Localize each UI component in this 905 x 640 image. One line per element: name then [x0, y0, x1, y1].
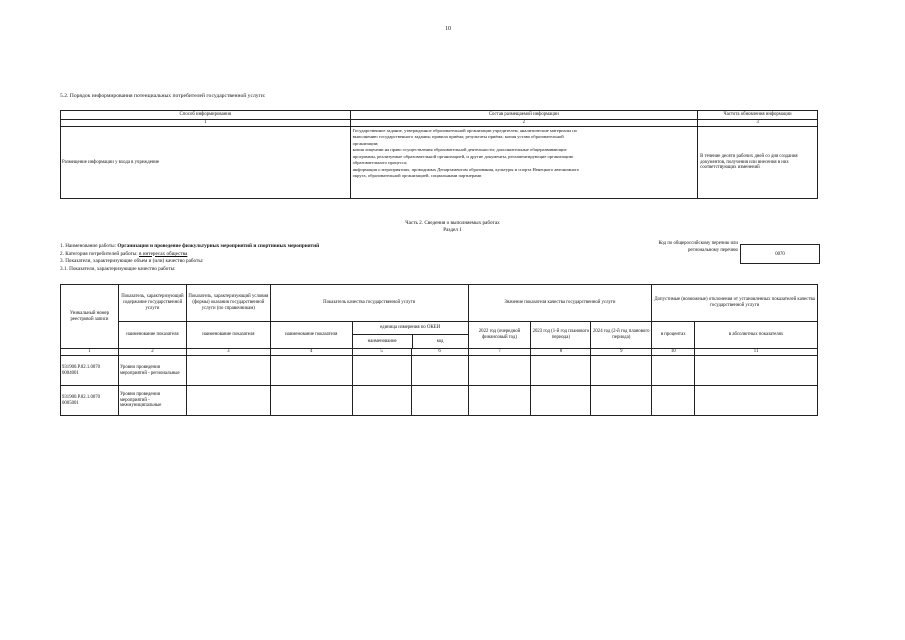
header-year-2023: 2023 год (1-й год планового периода)	[531, 322, 591, 349]
empty-cell	[468, 386, 531, 416]
header-unit-group	[352, 322, 468, 349]
col-number: 8	[531, 349, 591, 356]
code-label: Код по общероссийскому перечню или региональному перечню	[658, 241, 738, 253]
header-value: Значение показателя качества государственной услуги	[468, 285, 652, 322]
empty-cell	[531, 386, 591, 416]
row-code: 931900.Р.82.1.0070 0004001	[61, 356, 119, 386]
empty-cell	[695, 356, 818, 386]
col-number: 4	[270, 349, 352, 356]
table-row	[61, 386, 818, 416]
info-method-cell: Размещение информации у входа в учреждение	[61, 127, 351, 199]
empty-cell	[186, 356, 270, 386]
work-description	[60, 243, 319, 273]
header-unit-name: наименование	[353, 335, 413, 348]
info-header-content: Состав размещаемой информации	[350, 111, 698, 120]
indicators-line: 3. Показатели, характеризующие объем и (или) качество работы:	[60, 258, 204, 265]
empty-cell	[652, 356, 695, 386]
content-line: Государственное задание, утвержденное образовательной организации учредителем, аналитические материалы по	[352, 128, 577, 133]
header-indicator-name: наименование показателя	[118, 322, 186, 349]
empty-cell	[591, 356, 652, 386]
content-line: округа, образовательной организацией, социальными партнерами	[352, 172, 482, 178]
empty-cell	[270, 386, 352, 416]
info-col-number: 3	[698, 120, 818, 127]
code-box	[740, 244, 820, 264]
row-content: Уровни проведения мероприятий - межмуниципальные	[118, 386, 186, 416]
empty-cell	[352, 356, 411, 386]
header-absolute: в абсолютных показателях	[695, 322, 818, 349]
code-value: 0070	[775, 251, 785, 257]
content-line: копия лицензии на право осуществления образовательной деятельности; дополнительные общеразвивающие	[352, 147, 567, 153]
section-title: Раздел 1	[443, 227, 462, 233]
empty-cell	[468, 356, 531, 386]
work-name-line	[60, 243, 319, 251]
col-number: 3	[186, 349, 270, 356]
empty-cell	[270, 356, 352, 386]
header-deviation: Допустимые (возможные) отклонения от установленных показателей качества государственной услуги	[652, 285, 818, 322]
header-year-2024: 2024 год (2-й год планового периода)	[591, 322, 652, 349]
empty-cell	[652, 386, 695, 416]
header-unit: единица измерения по ОКЕИ	[353, 322, 468, 335]
header-quality: Показатель качества государственной услуги	[270, 285, 468, 322]
page-number: 10	[445, 26, 451, 32]
info-col-number: 1	[61, 120, 351, 127]
consumer-category-value: в интересах общества	[139, 250, 188, 257]
table-row	[61, 356, 818, 386]
header-indicator-name: наименование показателя	[270, 322, 352, 349]
header-year-2022: 2022 год (очередной финансовый год)	[468, 322, 531, 349]
header-unique-number: Уникальный номер реестровой записи	[61, 285, 119, 349]
info-header-frequency: Частота обновления информации	[698, 111, 818, 120]
col-number: 1	[61, 349, 119, 356]
header-unit-code: код	[436, 339, 444, 344]
col-number: 10	[652, 349, 695, 356]
row-content: Уровни проведения мероприятий - региональные	[118, 356, 186, 386]
header-conditions: Показатель, характеризующий условия (формы) оказания государственной услуги (по справочникам)	[186, 285, 270, 322]
content-line: выполнению государственного задания; правила приёма; результаты приёма; копия устава образовательной	[352, 134, 564, 140]
section-5-2-heading: 5.2. Порядок информирования потенциальных потребителей государственной услуги:	[60, 93, 266, 99]
col-number: 7	[468, 349, 531, 356]
empty-cell	[352, 386, 411, 416]
content-line: информация о мероприятиях, проводимых Департаментом образования, культуры и спорта Ненецкого автономного	[352, 166, 580, 172]
col-number: 9	[591, 349, 652, 356]
row-code: 931900.Р.82.1.0070 0005001	[61, 386, 119, 416]
content-line: образовательного процесса;	[352, 160, 408, 166]
header-content: Показатель, характеризующий содержание государственной услуги	[118, 285, 186, 322]
header-indicator-name: наименование показателя	[186, 322, 270, 349]
content-line: организации;	[352, 140, 379, 146]
content-line: программы, реализуемые образовательной организацией, и другие документы, регламентирующие организацию	[352, 153, 574, 159]
empty-cell	[411, 356, 468, 386]
info-frequency-cell: В течение десяти рабочих дней со дня создания документов, получения или внесения в них соответствующих изменений	[698, 127, 818, 199]
header-percent: в процентах	[652, 322, 695, 349]
col-number: 11	[695, 349, 818, 356]
work-name-label: 1. Наименование работы:	[60, 243, 118, 249]
info-content-cell	[350, 127, 698, 199]
consumer-category-label: 2. Категория потребителей работы:	[60, 250, 139, 257]
info-header-method: Способ информирования	[61, 111, 351, 120]
col-number: 2	[118, 349, 186, 356]
info-table	[60, 110, 818, 199]
quality-indicators-line: 3.1. Показатели, характеризующие качество работы:	[60, 265, 176, 272]
col-number: 5	[352, 349, 411, 356]
empty-cell	[591, 386, 652, 416]
table-row	[61, 127, 818, 199]
empty-cell	[695, 386, 818, 416]
col-number: 6	[411, 349, 468, 356]
quality-table	[60, 284, 818, 416]
info-col-number: 2	[350, 120, 698, 127]
empty-cell	[531, 356, 591, 386]
empty-cell	[186, 386, 270, 416]
work-name-value: Организация и проведение физкультурных мероприятий и спортивных мероприятий	[117, 243, 320, 249]
part-title: Часть 2. Сведения о выполняемых работах	[405, 220, 500, 226]
empty-cell	[411, 386, 468, 416]
